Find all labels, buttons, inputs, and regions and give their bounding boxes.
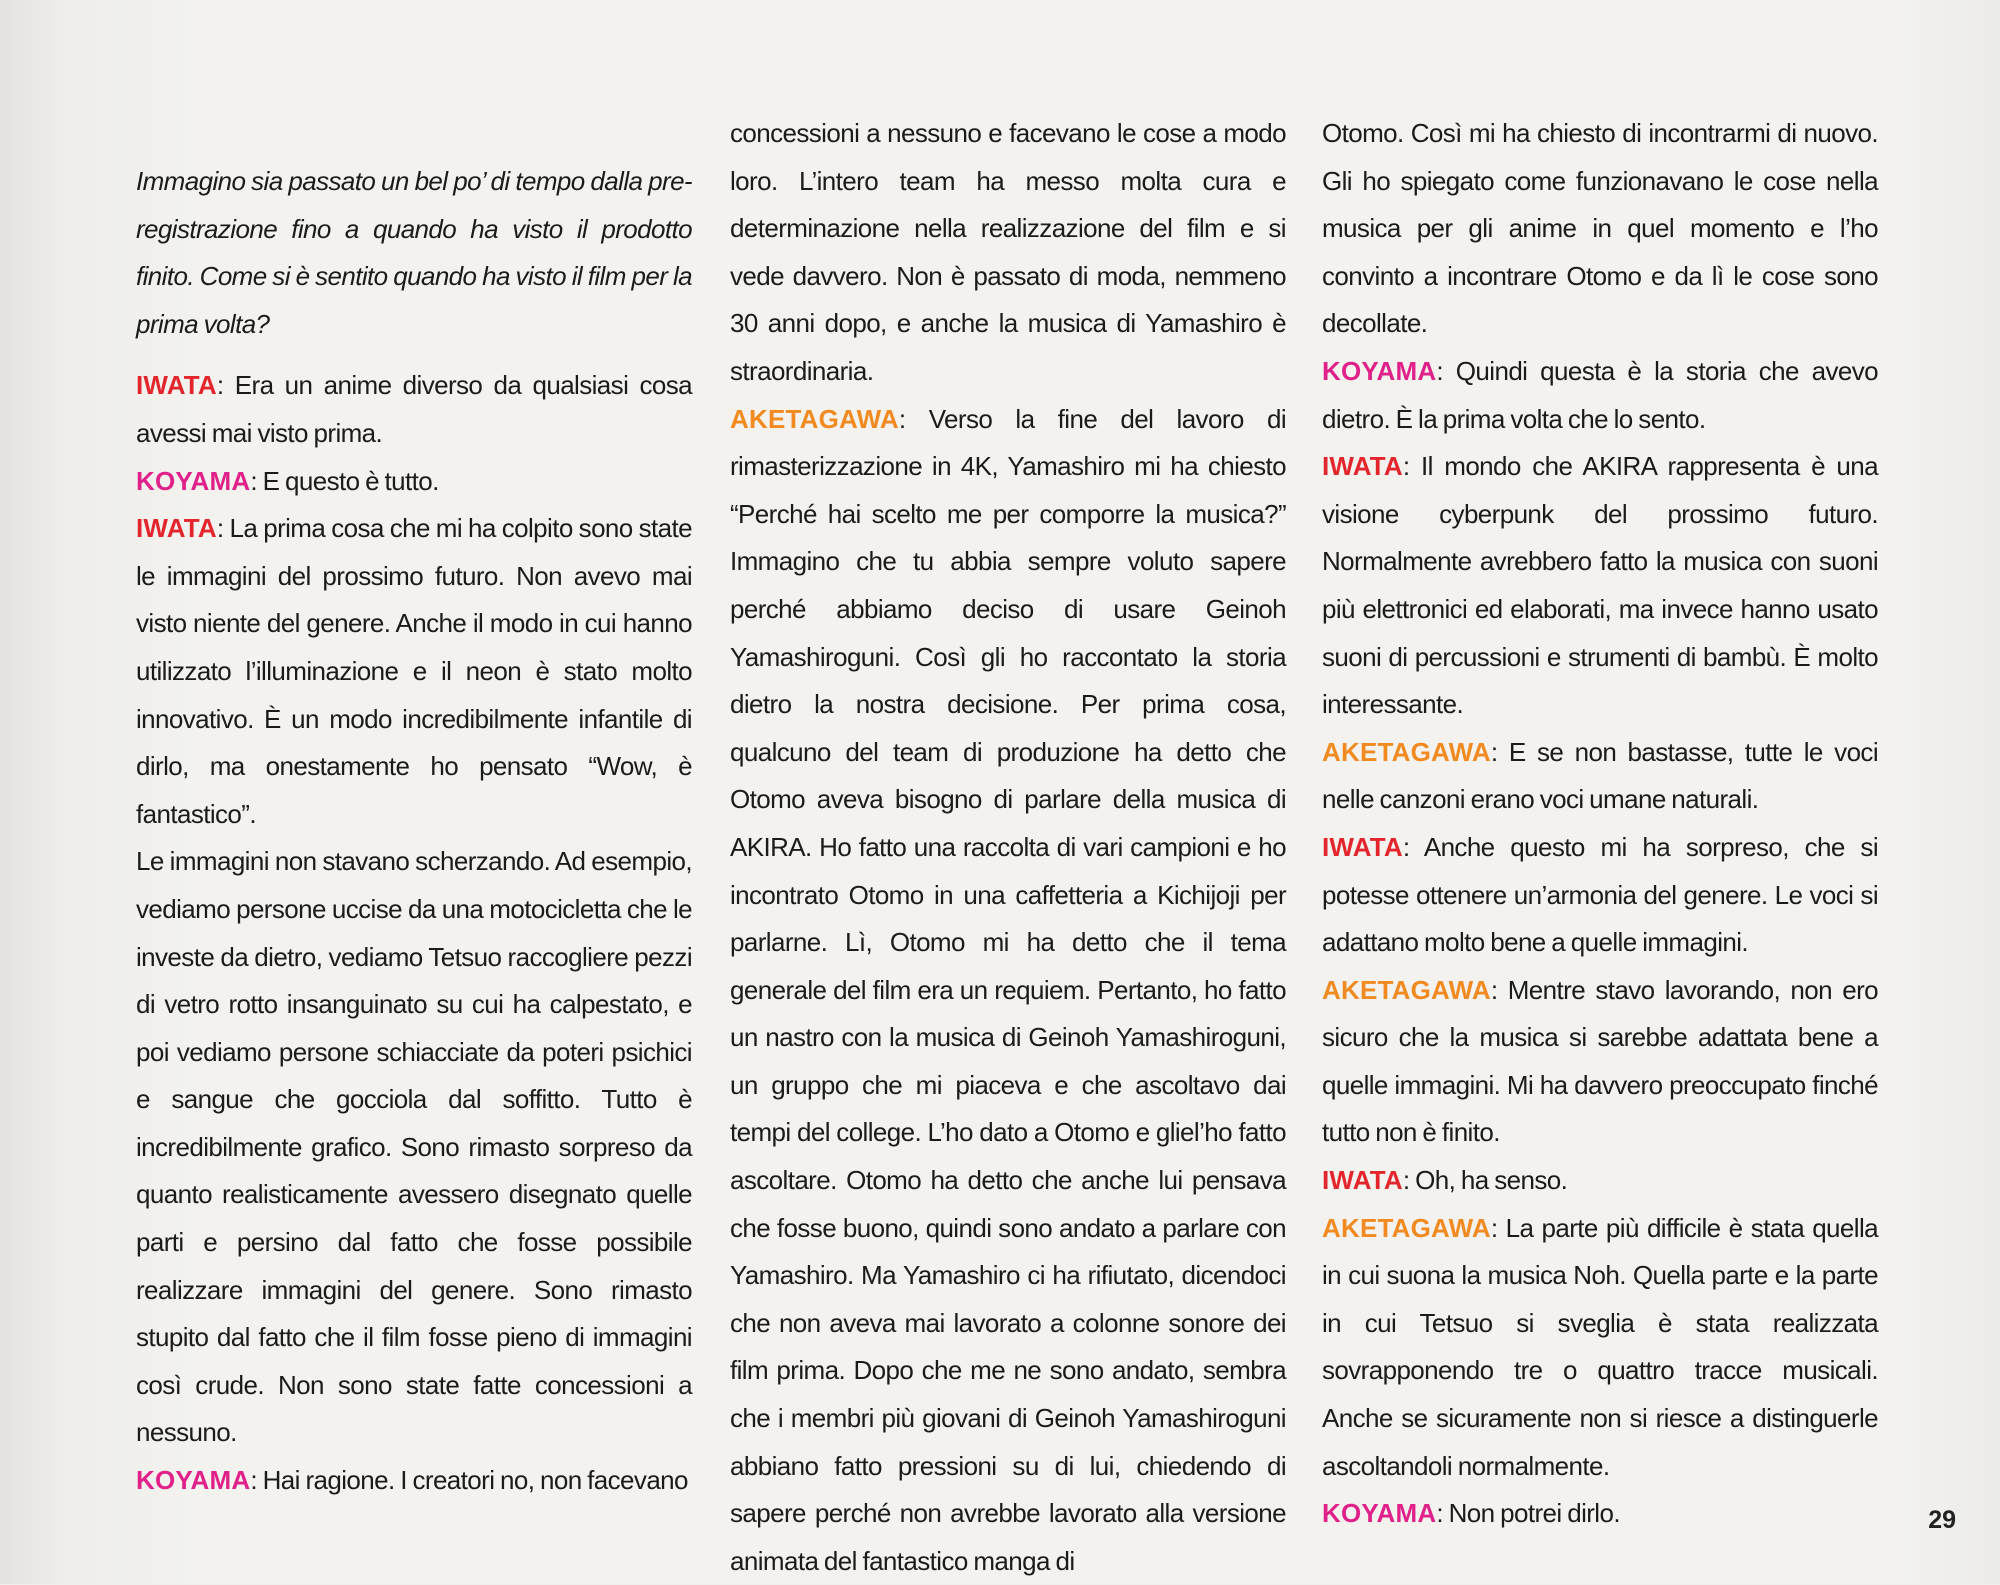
interview-paragraph: KOYAMA: Hai ragione. I creatori no, non facevano [136, 1465, 688, 1496]
interview-paragraph: AKETAGAWA: Verso la fine del lavoro di rimasterizzazione in 4K, Yamashiro mi ha chiesto “Perché hai scelto me per comporre la musica?” Immagino che tu abbia sempre voluto sapere perché abbiamo deciso di usare Geinoh Yamashiroguni. Così gli ho raccontato la storia dietro la nostra decisione. Per prima cosa, qualcuno del team di produzione ha detto che Otomo aveva bisogno di parlare della musica di AKIRA. Ho fatto una raccolta di vari campioni e ho incontrato Otomo in una caffetteria a Kichijoji per parlarne. Lì, Otomo mi ha detto che il tema generale del film era un requiem. Pertanto, ho fatto un nastro con la musica di Geinoh Yamashiroguni, un gruppo che mi piaceva e che ascoltavo dai tempi del college. L’ho dato a Otomo e gliel’ho fatto ascoltare. Otomo ha detto che anche lui pensava che fosse buono, quindi sono andato a parlare con Yamashiro. Ma Yamashiro ci ha rifiutato, dicendoci che non aveva mai lavorato a colonne sonore dei film prima. Dopo che me ne sono andato, sembra che i membri più giovani di Geinoh Yamashiroguni abbiano fatto pressioni su di lui, chiedendo di sapere perché non avrebbe lavorato alla versione animata del fantastico manga di [730, 403, 1286, 1576]
speaker-label: IWATA [1322, 831, 1403, 862]
interview-paragraph: AKETAGAWA: La parte più difficile è stata quella in cui suona la musica Noh. Quella parte e la parte in cui Tetsuo si sveglia è stata realizzata sovrapponendo tre o quattro tracce musicali. Anche se sicuramente non si riesce a distinguerle ascoltandoli normalmente. [1322, 1212, 1878, 1481]
interview-paragraph: AKETAGAWA: Mentre stavo lavorando, non ero sicuro che la musica si sarebbe adattata bene a quelle immagini. Mi ha davvero preoccupato finché tutto non è finito. [1322, 974, 1878, 1148]
text-column-1 [136, 158, 692, 1505]
interview-paragraph: IWATA: Il mondo che AKIRA rappresenta è una visione cyberpunk del prossimo futuro. Normalmente avrebbero fatto la musica con suoni più elettronici ed elaborati, ma invece hanno usato suoni di percussioni e strumenti di bambù. È molto interessante. [1322, 451, 1878, 720]
interview-paragraph: Otomo. Così mi ha chiesto di incontrarmi di nuovo. Gli ho spiegato come funzionavano le cose nella musica per gli anime in quel momento e l’ho convinto a incontrare Otomo e da lì le cose sono decollate. [1322, 118, 1878, 339]
interview-paragraph: KOYAMA: E questo è tutto. [136, 465, 439, 496]
speaker-label: KOYAMA [136, 1465, 251, 1496]
interview-paragraph: IWATA: Anche questo mi ha sorpreso, che si potesse ottenere un’armonia del genere. Le voci si adattano molto bene a quelle immagini. [1322, 831, 1878, 958]
page-number: 29 [1928, 1506, 1956, 1534]
interview-paragraph: AKETAGAWA: E se non bastasse, tutte le voci nelle canzoni erano voci umane naturali. [1322, 736, 1878, 815]
interview-paragraph: KOYAMA: Quindi questa è la storia che avevo dietro. È la prima volta che lo sento. [1322, 355, 1878, 434]
interview-paragraph: Le immagini non stavano scherzando. Ad esempio, vediamo persone uccise da una motocicletta che le investe da dietro, vediamo Tetsuo raccogliere pezzi di vetro rotto insanguinato su cui ha calpestato, e poi vediamo persone schiacciate da poteri psichici e sangue che gocciola dal soffitto. Tutto è incredibilmente grafico. Sono rimasto sorpreso da quanto realisticamente avessero disegnato quelle parti e persino dal fatto che fosse possibile realizzare immagini del genere. Sono rimasto stupito dal fatto che il film fosse pieno di immagini così crude. Non sono state fatte concessioni a nessuno. [136, 846, 692, 1448]
text-column-2 [730, 110, 1286, 1585]
text-column-3 [1322, 110, 1878, 1538]
interview-paragraph: concessioni a nessuno e facevano le cose a modo loro. L’intero team ha messo molta cura e determinazione nella realizzazione del film e si vede davvero. Non è passato di moda, nemmeno 30 anni dopo, e anche la musica di Yamashiro è straordinaria. [730, 118, 1286, 386]
speaker-label: AKETAGAWA [1322, 974, 1491, 1005]
speaker-label: IWATA [136, 370, 217, 401]
speaker-label: IWATA [136, 513, 217, 544]
speaker-label: KOYAMA [1322, 355, 1437, 386]
interview-paragraph: KOYAMA: Non potrei dirlo. [1322, 1498, 1620, 1529]
speaker-label: IWATA [1322, 451, 1403, 482]
speaker-label: KOYAMA [136, 465, 251, 496]
speaker-label: AKETAGAWA [730, 403, 899, 434]
interview-paragraph: IWATA: La prima cosa che mi ha colpito sono state le immagini del prossimo futuro. Non avevo mai visto niente del genere. Anche il modo in cui hanno utilizzato l’illuminazione e il neon è stato molto innovativo. È un modo incredibilmente infantile di dirlo, ma onestamente ho pensato “Wow, è fantastico”. [136, 513, 692, 829]
interview-paragraph: IWATA: Era un anime diverso da qualsiasi cosa avessi mai visto prima. [136, 370, 692, 448]
speaker-label: AKETAGAWA [1322, 1212, 1491, 1243]
speaker-label: KOYAMA [1322, 1498, 1437, 1529]
speaker-label: AKETAGAWA [1322, 736, 1491, 767]
speaker-label: IWATA [1322, 1165, 1403, 1196]
interview-paragraph: IWATA: Oh, ha senso. [1322, 1165, 1568, 1196]
interview-question: Immagino sia passato un bel po’ di tempo dalla pre-registrazione fino a quando ha visto il prodotto finito. Come si è sentito quando ha visto il film per la prima volta? [136, 166, 692, 339]
